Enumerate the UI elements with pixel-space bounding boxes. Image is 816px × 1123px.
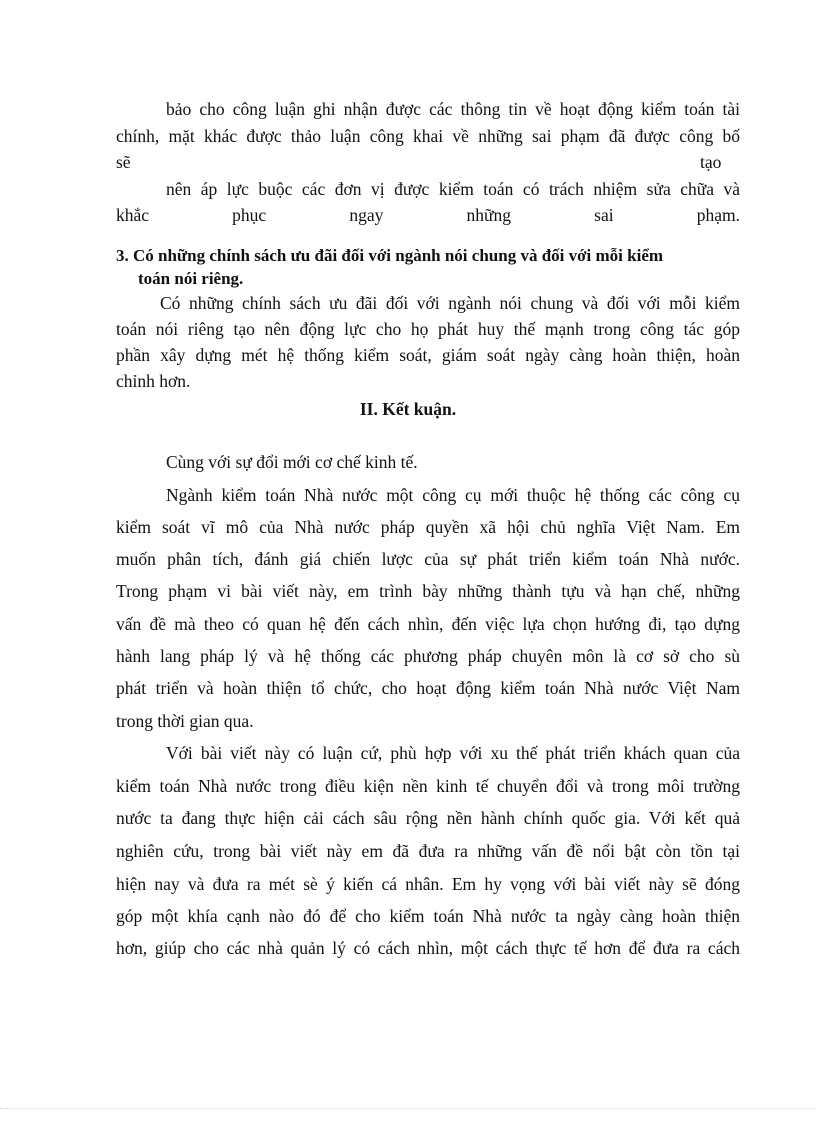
section-body-line: chỉnh hơn.	[116, 371, 191, 391]
section-body-line: Có những chính sách ưu đãi đối với ngành nói chung và đối với mỗi kiểm	[160, 293, 740, 313]
section-heading: 3. Có những chính sách ưu đãi đối với ngành nói chung và đối với mỗi kiểm	[116, 246, 664, 265]
conclusion-p3-line: nghiên cứu, trong bài viết này em đã đưa ra những vấn đề nổi bật còn tồn tại	[116, 841, 740, 861]
conclusion-p3-line: nước ta đang thực hiện cải cách sâu rộng nền hành chính quốc gia. Với kết quả	[116, 808, 740, 828]
conclusion-paragraph-1: Cùng với sự đổi mới cơ chế kinh tế.	[166, 452, 418, 472]
intro-line: nên áp lực buộc các đơn vị được kiểm toán có trách nhiệm sửa chữa và	[166, 179, 740, 199]
intro-line: khắc phục ngay những sai phạm.	[116, 205, 740, 225]
intro-line: chính, mặt khác được thảo luận công khai về những sai phạm đã được công bố	[116, 126, 740, 146]
conclusion-p3-line: góp một khía cạnh nào đó để cho kiểm toán Nhà nước ta ngày càng hoàn thiện	[116, 906, 740, 926]
conclusion-p2-line: muốn phân tích, đánh giá chiến lược của sự phát triển kiểm toán Nhà nước.	[116, 549, 740, 569]
conclusion-p2-line: trong thời gian qua.	[116, 711, 254, 731]
conclusion-p2-line: hành lang pháp lý và hệ thống các phương pháp chuyên môn là cơ sở cho sù	[116, 646, 740, 666]
section-heading: toán nói riêng.	[138, 269, 244, 288]
intro-line-left-word: sẽ	[116, 152, 131, 172]
conclusion-p2-line: Trong phạm vi bài viết này, em trình bày những thành tựu và hạn chế, những	[116, 581, 740, 601]
conclusion-p3-line: hiện nay và đưa ra mét sè ý kiến cá nhân. Em hy vọng với bài viết này sẽ đóng	[116, 874, 740, 894]
intro-line-right-word: tạo	[700, 152, 722, 172]
page-bottom-divider	[0, 1108, 816, 1109]
conclusion-p2-line: vấn đề mà theo có quan hệ đến cách nhìn, đến việc lựa chọn hướng đi, tạo dựng	[116, 614, 740, 634]
conclusion-p2-line: phát triển và hoàn thiện tổ chức, cho hoạt động kiểm toán Nhà nước Việt Nam	[116, 678, 740, 698]
section-body-line: toán nói riêng tạo nên động lực cho họ phát huy thế mạnh trong công tác góp	[116, 319, 740, 339]
section-body-line: phần xây dựng mét hệ thống kiểm soát, giám soát ngày càng hoàn thiện, hoàn	[116, 345, 740, 365]
conclusion-p3-line: kiểm toán Nhà nước trong điều kiện nền kinh tế chuyển đổi và trong môi trường	[116, 776, 740, 796]
conclusion-p3-line: Với bài viết này có luận cứ, phù hợp với xu thế phát triển khách quan của	[166, 743, 740, 763]
conclusion-p2-line: kiểm soát vĩ mô của Nhà nước pháp quyền xã hội chủ nghĩa Việt Nam. Em	[116, 517, 740, 537]
conclusion-p2-line: Ngành kiểm toán Nhà nước một công cụ mới thuộc hệ thống các công cụ	[166, 485, 740, 505]
conclusion-heading: II. Kết kuận.	[359, 399, 457, 419]
conclusion-p3-line: hơn, giúp cho các nhà quản lý có cách nhìn, một cách thực tế hơn để đưa ra cách	[116, 938, 740, 958]
intro-line: bảo cho công luận ghi nhận được các thông tin về hoạt động kiểm toán tài	[166, 99, 740, 119]
